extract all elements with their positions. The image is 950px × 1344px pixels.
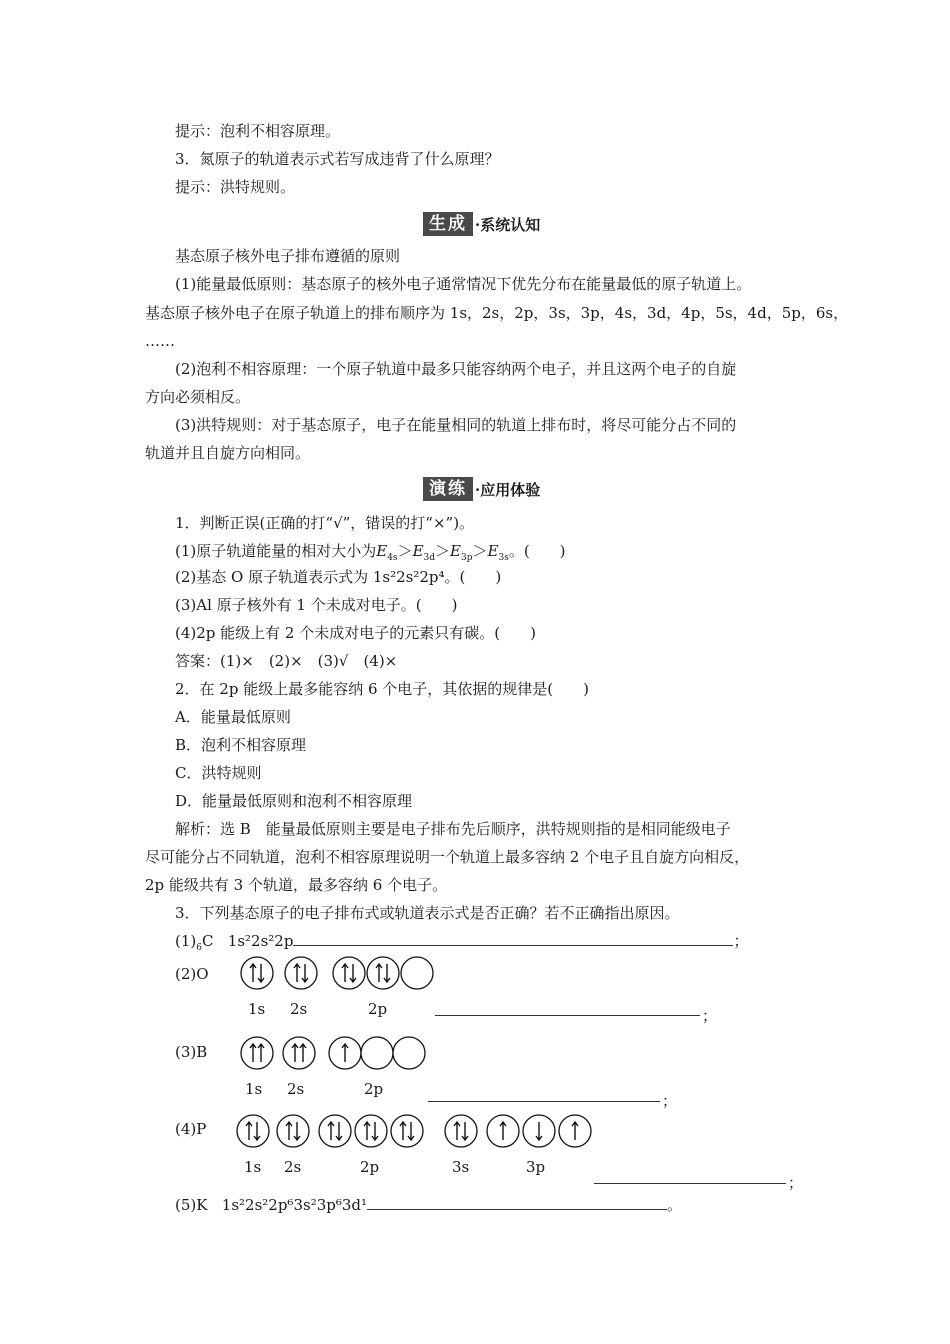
principle-3b: 轨道并且自旋方向相同。 [145,444,311,462]
orbital-box [367,957,399,989]
orbital-circle [445,1115,477,1147]
exercise-1-1: (1)原子轨道能量的相对大小为$E_{4s}>E_{3d}>E_{3p}>E_{3s}$。( ) [175,542,566,563]
explanation-b: 尽可能分占不同轨道，泡利不相容原理说明一个轨道上最多容纳 2 个电子且自旋方向相反， [145,848,750,866]
orbital-box [391,1115,423,1147]
orbital-circle [241,1037,273,1069]
orbital-box [445,1115,477,1147]
hint-2: 提示：洪特规则。 [175,178,296,196]
exercise-2: 2．在 2p 能级上最多能容纳 6 个电子，其依据的规律是( ) [175,680,590,698]
principle-2b: 方向必须相反。 [145,388,251,406]
orbital-label: 3p [526,1158,546,1176]
exercise-1-2: (2)基态 O 原子轨道表示式为 1s²2s²2p⁴。( ) [175,568,502,586]
section-heading-system [423,212,540,236]
explanation-a: 解析：选 B 能量最低原则主要是电子排布先后顺序，洪特规则指的是相同能级电子 [175,820,731,838]
orbital-diagram-b [240,1036,428,1076]
item-2-end: ； [702,1007,718,1025]
orbital-box [487,1115,519,1147]
orbital-svg [240,956,436,992]
item-1: $(1)_6C$ 1s²2s²2p ； [175,932,749,953]
text: 。( ) [508,542,566,560]
answer-1: 答案：(1)× (2)× (3)√ (4)× [175,652,398,670]
orbital-label: 2s [287,1080,305,1098]
orbital-box [393,1037,425,1069]
item-4-label: (4)P [175,1120,207,1138]
orbital-box [333,957,365,989]
orbital-diagram-p [236,1114,594,1154]
orbital-diagram-o [240,956,436,996]
orbital-circle [391,1115,423,1147]
orbital-circle [283,1037,315,1069]
orbital-box [277,1115,309,1147]
orbital-label: 2s [284,1158,302,1176]
item-3-label: (3)B [175,1043,208,1061]
text: (1)原子轨道能量的相对大小为 [175,542,377,560]
orbital-circle [319,1115,351,1147]
question-3: 3．氮原子的轨道表示式若写成违背了什么原理？ [175,150,500,168]
orbital-box [329,1037,361,1069]
orbital-circle [241,957,273,989]
orbital-label: 1s [244,1158,262,1176]
orbital-box [401,957,433,989]
orbital-circle [393,1037,425,1069]
exercise-1-4: (4)2p 能级上有 2 个未成对电子的元素只有碳。( ) [175,624,536,642]
principle-1b: 基态原子核外电子在原子轨道上的排布顺序为 1s，2s，2p，3s，3p，4s，3d，4p，5s，4d，5p，6s， [145,304,849,322]
config: 1s²2s²2p⁶3s²3p⁶3d¹ [221,1196,368,1214]
exercise-3: 3．下列基态原子的电子排布式或轨道表示式是否正确？若不正确指出原因。 [175,904,680,922]
answer-blank[interactable] [435,1014,700,1016]
orbital-box [241,957,273,989]
item-3-end: ； [662,1092,678,1110]
orbital-label: 3s [452,1158,470,1176]
orbital-label: 2p [360,1158,380,1176]
orbital-label: 1s [248,1000,266,1018]
item-1-label: (1) [175,932,197,950]
orbital-box [285,957,317,989]
heading-rest: ·系统认知 [475,215,541,234]
option-b: B．泡利不相容原理 [175,736,307,754]
orbital-circle [367,957,399,989]
orbital-box [283,1037,315,1069]
element: C [201,932,214,950]
atomic-number: 6 [196,943,202,953]
orbital-label: 2s [290,1000,308,1018]
item-5: (5)K 1s²2s²2p⁶3s²3p⁶3d¹ 。 [175,1196,683,1214]
answer-blank[interactable] [594,1182,786,1184]
section-heading-practice [423,477,540,501]
heading-box: 演练 [423,477,473,501]
orbital-svg [236,1114,594,1150]
orbital-box [361,1037,393,1069]
orbital-box [559,1115,591,1147]
orbital-circle [361,1037,393,1069]
orbital-box [355,1115,387,1147]
answer-blank[interactable] [428,1100,660,1102]
item-2-label: (2)O [175,965,209,983]
orbital-circle [401,957,433,989]
orbital-circle [237,1115,269,1147]
item-5-label: (5)K [175,1196,208,1214]
exercise-1-3: (3)Al 原子核外有 1 个未成对电子。( ) [175,596,458,614]
orbital-box [319,1115,351,1147]
orbital-circle [355,1115,387,1147]
orbital-label: 1s [245,1080,263,1098]
orbital-box [237,1115,269,1147]
principle-2a: (2)泡利不相容原理：一个原子轨道中最多只能容纳两个电子，并且这两个电子的自旋 [175,360,737,378]
item-4-end: ； [788,1174,804,1192]
option-d: D．能量最低原则和泡利不相容原理 [175,792,413,810]
orbital-circle [333,957,365,989]
orbital-circle [285,957,317,989]
orbital-label: 2p [368,1000,388,1018]
hint-1: 提示：泡利不相容原理。 [175,122,341,140]
option-c: C．洪特规则 [175,764,262,782]
orbital-circle [277,1115,309,1147]
principle-1a: (1)能量最低原则：基态原子的核外电子通常情况下优先分布在能量最低的原子轨道上。 [175,275,752,293]
principle-1c: …… [145,332,175,350]
orbital-label: 2p [364,1080,384,1098]
answer-blank[interactable] [293,930,733,946]
principles-title: 基态原子核外电子排布遵循的原则 [175,247,401,265]
option-a: A．能量最低原则 [175,708,291,726]
orbital-box [523,1115,555,1147]
explanation-c: 2p 能级共有 3 个轨道，最多容纳 6 个电子。 [145,876,448,894]
heading-box: 生成 [423,212,473,236]
answer-blank[interactable] [367,1194,667,1210]
exercise-1: 1．判断正误(正确的打“√”，错误的打“×”)。 [175,514,475,532]
config: 1s²2s²2p [227,932,294,950]
orbital-box [241,1037,273,1069]
orbital-svg [240,1036,428,1072]
heading-rest: ·应用体验 [475,480,541,499]
principle-3a: (3)洪特规则：对于基态原子，电子在能量相同的轨道上排布时，将尽可能分占不同的 [175,416,737,434]
